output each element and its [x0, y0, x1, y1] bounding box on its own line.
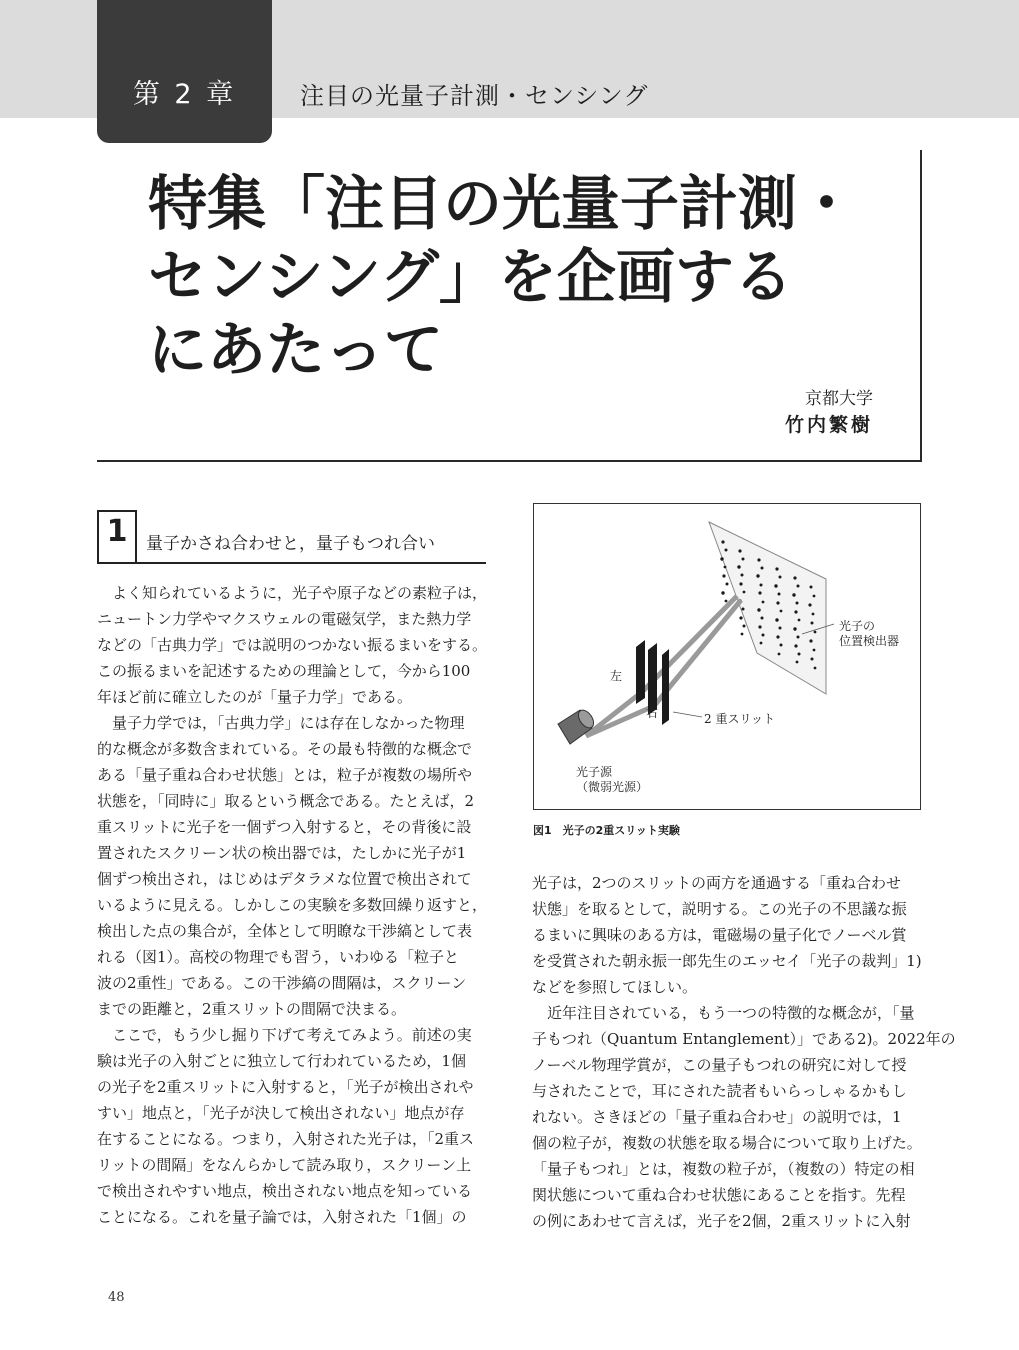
body-column-left — [97, 580, 489, 1230]
title-line: センシング」を企画する — [148, 242, 793, 311]
body-text-line: の光子を2重スリットに入射すると，「光子が検出されや — [97, 1078, 474, 1096]
figure-label-right: 右 — [646, 706, 659, 720]
body-text-line: よく知られているように，光子や原子などの素粒子は， — [97, 584, 488, 602]
body-text-line: までの距離と，2重スリットの間隔で決まる。 — [97, 1000, 406, 1018]
title-line: 特集「注目の光量子計測・ — [148, 169, 857, 238]
figure-caption: 図1 光子の2重スリット実験 — [533, 824, 680, 837]
body-text-line: ここで，もう少し掘り下げて考えてみよう。前述の実 — [97, 1026, 472, 1044]
body-text-line: リットの間隔」をなんらかして読み取り，スクリーン上 — [97, 1156, 472, 1174]
figure-frame — [533, 503, 921, 810]
body-text-line: 与されたことで，耳にされた読者もいらっしゃるかもし — [532, 1082, 907, 1100]
figure-label-left: 左 — [610, 669, 623, 683]
page-number: 48 — [108, 1290, 125, 1305]
body-text-line: 験は光子の入射ごとに独立して行われているため，1個 — [97, 1052, 466, 1070]
body-text-line: 光子は，2つのスリットの両方を通過する「重ね合わせ — [532, 874, 901, 892]
body-text-line: るまいに興味のある方は，電磁場の量子化でノーベル賞 — [532, 926, 907, 944]
figure-label-slit: 2 重スリット — [704, 712, 775, 726]
body-text-line: 「量子もつれ」とは，複数の粒子が，（複数の）特定の相 — [532, 1160, 915, 1178]
author-affiliation: 京都大学 — [805, 389, 873, 409]
body-text-line: を受賞された朝永振一郎先生のエッセイ「光子の裁判」1) — [532, 952, 922, 970]
section-number: 1 — [106, 514, 128, 549]
chapter-title: 注目の光量子計測・センシング — [300, 82, 649, 110]
body-text-line: ことになる。これを量子論では，入射された「1個」の — [97, 1208, 467, 1226]
body-text-line: 関状態について重ね合わせ状態にあることを指す。先程 — [532, 1186, 906, 1204]
body-text-line: 検出した点の集合が，全体として明瞭な干渉縞として表 — [97, 922, 473, 940]
body-text-line: ノーベル物理学賞が，この量子もつれの研究に対して授 — [532, 1056, 907, 1074]
body-column-right — [532, 870, 956, 1234]
figure-label-source: 光子源 （微弱光源） — [576, 765, 649, 794]
title-line: にあたって — [148, 315, 444, 384]
body-text-line: 在することになる。つまり，入射された光子は，「2重ス — [97, 1130, 475, 1148]
body-text-line: れる（図1）。高校の物理でも習う，いわゆる「粒子と — [97, 948, 460, 966]
author-name: 竹内繁樹 — [784, 414, 873, 436]
body-text-line: 量子力学では，「古典力学」には存在しなかった物理 — [97, 714, 465, 732]
body-text-line: で検出されやすい地点，検出されない地点を知っている — [97, 1182, 473, 1200]
title-frame-horizontal-rule — [97, 460, 922, 462]
section-underline — [137, 562, 486, 564]
body-text-line: いるように見える。しかしこの実験を多数回繰り返すと， — [97, 896, 488, 914]
body-text-line: れない。さきほどの「量子重ね合わせ」の説明では，1 — [532, 1108, 902, 1126]
double-slit-diagram — [534, 504, 919, 808]
body-text-line: 子もつれ（Quantum Entanglement）」である2)。2022年の — [532, 1030, 956, 1048]
body-text-line: 重スリットに光子を一個ずつ入射すると，その背後に設 — [97, 818, 472, 836]
body-text-line: 近年注目されている，もう一つの特徴的な概念が，「量 — [532, 1004, 915, 1022]
section-title: 量子かさね合わせと，量子もつれ合い — [146, 534, 435, 554]
figure-label-detector: 光子の 位置検出器 — [839, 619, 900, 648]
body-text-line: などを参照してほしい。 — [532, 978, 698, 996]
article-title — [148, 167, 913, 386]
body-text-line: 個ずつ検出され，はじめはデタラメな位置で検出されて — [97, 870, 472, 888]
slit-leader-line — [673, 712, 702, 717]
body-text-line: 置されたスクリーン状の検出器では，たしかに光子が1 — [97, 844, 467, 862]
chapter-label: 第 2 章 — [132, 79, 237, 110]
body-text-line: この振るまいを記述するための理論として，今から100 — [97, 662, 471, 680]
body-text-line: の例にあわせて言えば，光子を2個，2重スリットに入射 — [532, 1212, 911, 1230]
body-text-line: 波の2重性」である。この干渉縞の間隔は，スクリーン — [97, 974, 467, 992]
body-text-line: ある「量子重ね合わせ状態」とは，粒子が複数の場所や — [97, 766, 473, 784]
photon-source — [558, 707, 597, 744]
body-text-line: すい」地点と，「光子が決して検出されない」地点が存 — [97, 1104, 465, 1122]
body-text-line: ニュートン力学やマクスウェルの電磁気学，また熱力学 — [97, 610, 472, 628]
body-text-line: 個の粒子が，複数の状態を取る場合について取り上げた。 — [532, 1134, 922, 1152]
body-text-line: 的な概念が多数含まれている。その最も特徴的な概念で — [97, 740, 473, 758]
body-text-line: 年ほど前に確立したのが「量子力学」である。 — [97, 688, 413, 706]
body-text-line: 状態を，「同時に」取るという概念である。たとえば，2 — [97, 792, 475, 810]
title-frame-vertical-rule — [920, 150, 922, 462]
body-text-line: 状態」を取るとして，説明する。この光子の不思議な振 — [532, 900, 907, 918]
body-text-line: などの「古典力学」では説明のつかない振るまいをする。 — [97, 636, 488, 654]
